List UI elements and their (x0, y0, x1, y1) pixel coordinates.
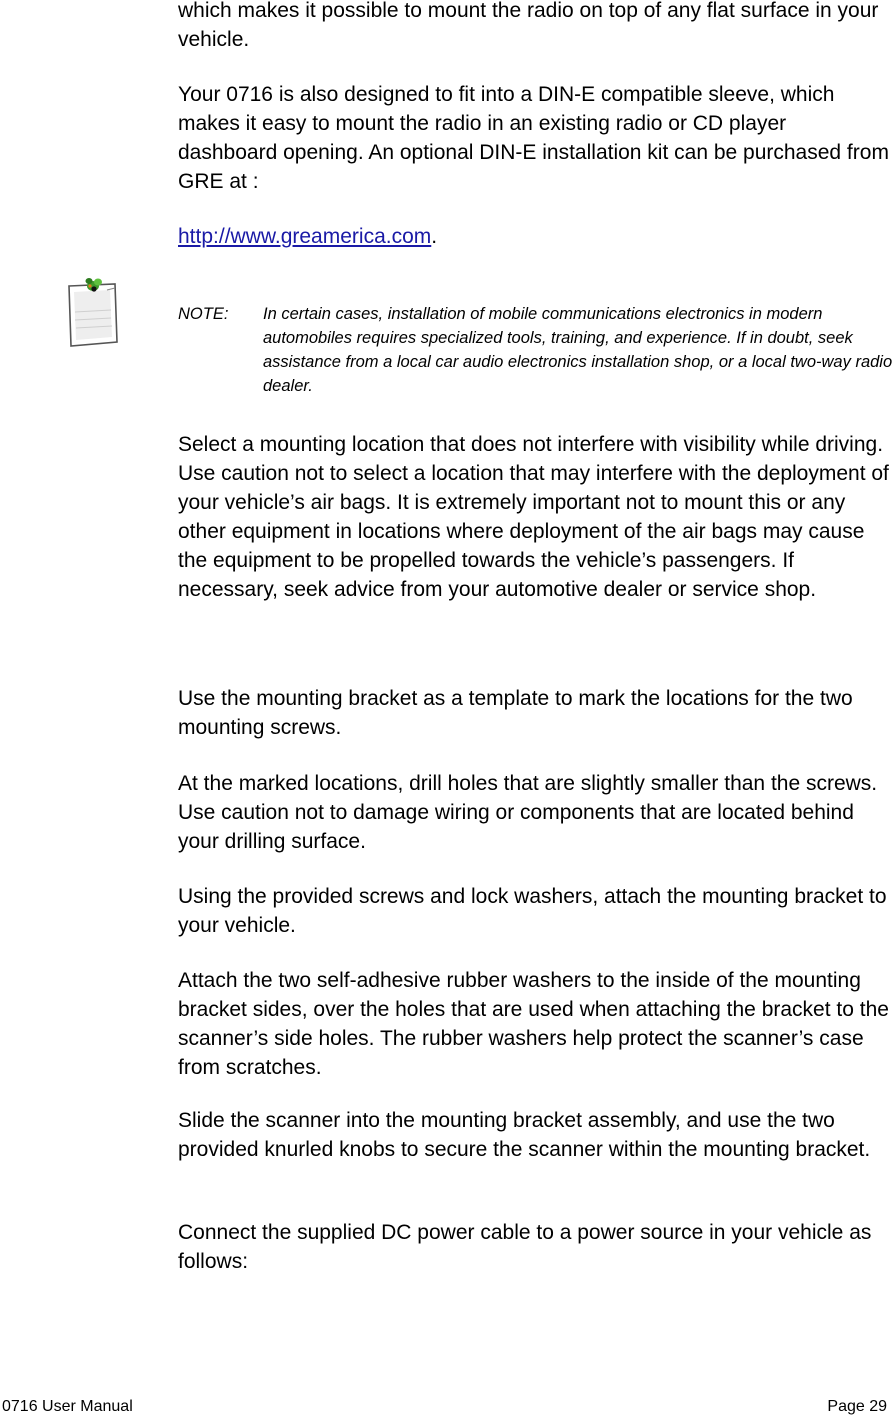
paragraph-mount-flat: which makes it possible to mount the radio on top of any flat surface in your vehicle. (178, 0, 879, 51)
gre-website-link[interactable]: http://www.greamerica.com (178, 225, 432, 248)
note-paper-pin-icon (63, 272, 119, 350)
paragraph-drill-holes: At the marked locations, drill holes that are slightly smaller than the screws. Use caution not to damage wiring or components that are located behind your drilling surface. (178, 772, 878, 853)
paragraph-slide-scanner: Slide the scanner into the mounting bracket assembly, and use the two provided knurled knobs to secure the scanner within the mounting bracket. (178, 1109, 871, 1161)
paragraph-dc-power: Connect the supplied DC power cable to a power source in your vehicle as follows: (178, 1221, 872, 1273)
paragraph-din-e: Your 0716 is also designed to fit into a DIN-E compatible sleeve, which makes it easy to mount the radio in an existing radio or CD player dashboard opening. An optional DIN-E installation kit can be purchased from GRE at : (178, 83, 889, 193)
paragraph-template: Use the mounting bracket as a template to mark the locations for the two mounting screws. (178, 687, 853, 739)
footer-manual-title: 0716 User Manual (2, 1398, 133, 1415)
link-suffix: . (431, 225, 438, 248)
footer-page-number: Page 29 (827, 1398, 887, 1415)
paragraph-link (178, 222, 890, 251)
note-label: NOTE: (178, 305, 229, 323)
note-text: In certain cases, installation of mobile communications electronics in modern automobiles requires specialized tools, training, and experience. If in doubt, seek assistance from a local car audio electronics installation shop, or a local two-way radio dealer. (263, 305, 893, 395)
paragraph-rubber-washers: Attach the two self-adhesive rubber washers to the inside of the mounting bracket sides, over the holes that are used when attaching the bracket to the scanner’s side holes. The rubber washers help protect the scanner’s case from scratches. (178, 969, 889, 1079)
paragraph-attach-bracket: Using the provided screws and lock washers, attach the mounting bracket to your vehicle. (178, 885, 887, 937)
paragraph-select-location: Select a mounting location that does not interfere with visibility while driving. Use caution not to select a location that may interfere with the deployment of your vehicle’s air bags. It is extremely important not to mount this or any other equipment in locations where deployment of the air bags may cause the equipment to be propelled towards the vehicle’s passengers. If necessary, seek advice from your automotive dealer or service shop. (178, 433, 889, 601)
